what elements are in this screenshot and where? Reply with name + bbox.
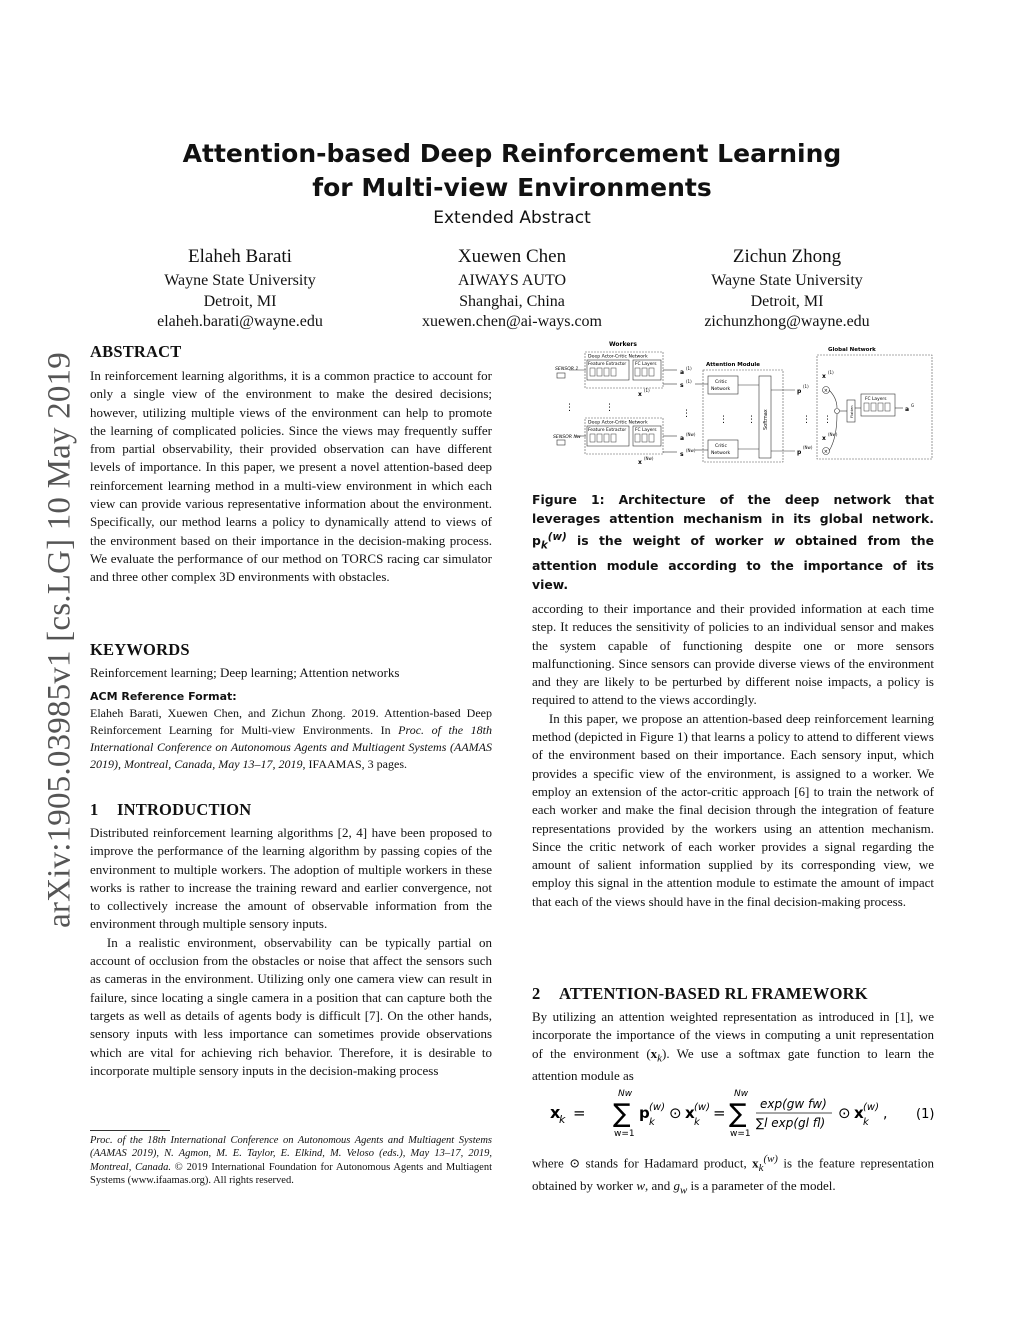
- author-location: Detroit, MI: [750, 292, 824, 310]
- s2-text-a: By utilizing an attention weighted representation as introduced in [1], we incorporate the importance of the views in computing a unit representation of the environment (: [532, 1009, 934, 1061]
- conv-block: [611, 434, 616, 442]
- a-k-n: a: [680, 435, 685, 442]
- attention-label: Attention Module: [706, 362, 761, 368]
- camera-icon: [557, 440, 565, 445]
- global-x-1-sup: (1): [828, 370, 834, 375]
- title-line-1: Attention-based Deep Reinforcement Learning: [182, 139, 842, 168]
- keywords-heading: KEYWORDS: [90, 640, 190, 659]
- global-action: a: [905, 406, 910, 413]
- where-g: g: [673, 1178, 681, 1194]
- section-2-body: [532, 1008, 934, 1086]
- conv-block: [597, 434, 602, 442]
- s2-text-b: ). We use a softmax gate function to learn the attention module as: [532, 1045, 934, 1084]
- acm-label: ACM Reference Format:: [90, 690, 237, 703]
- feature-label-1: Feature Extractor: [588, 362, 627, 367]
- p-k-1: p: [797, 388, 802, 395]
- footnote-normal: © 2019 International Foundation for Autonomous Agents and Multiagent Systems (www.ifaamas.org). All rights reserved.: [90, 1161, 492, 1186]
- eq-lhs: x: [550, 1103, 561, 1122]
- vdots: ⋮: [719, 415, 728, 425]
- s-k-1: s: [680, 382, 684, 389]
- fc-block: [649, 368, 654, 376]
- section-number: 2: [532, 984, 541, 1003]
- where-text-b: is the feature representation obtained by worker: [532, 1155, 934, 1194]
- critic-label-1: Critic: [715, 380, 727, 385]
- conv-block: [590, 434, 595, 442]
- author-email[interactable]: zichunzhong@wayne.edu: [704, 313, 870, 330]
- architecture-figure: [545, 338, 937, 476]
- acm-text-italic: Proc. of the 18th International Conference on Autonomous Agents and Multiagent Systems (AAMAS 2019), Montreal, Canada, May 13–17, 2019: [90, 723, 493, 771]
- author-1: [90, 245, 390, 333]
- where-sub: k: [758, 1161, 764, 1174]
- section-title: INTRODUCTION: [117, 800, 252, 819]
- author-email[interactable]: xuewen.chen@ai-ways.com: [422, 313, 602, 330]
- sensor-1-label: SENSOR 1: [555, 367, 579, 372]
- right-body: [532, 600, 934, 911]
- where-x: x: [752, 1155, 759, 1171]
- footnote-rule: [90, 1130, 170, 1131]
- vdots: ⋮: [605, 403, 614, 413]
- author-affiliation: Wayne State University: [164, 272, 316, 289]
- x-k-n: x: [638, 459, 642, 466]
- vdots: ⋮: [682, 409, 691, 419]
- fc-block: [864, 403, 869, 411]
- author-affiliation: AIWAYS AUTO: [457, 272, 566, 289]
- abstract-heading: ABSTRACT: [90, 342, 182, 361]
- intro-body: [90, 824, 492, 1080]
- conv-block: [604, 434, 609, 442]
- right-paragraph-1: according to their importance and their provided information at each time step. It reduces the sensitivity of policies to an individual sensor and makes the system capable of functioning despite one or more sensors malfunctioning. Since sensors can provide diverse views of the environment and they are likely to be perturbed by different noise impacts, a policy is required to attend to the views accordingly.: [532, 601, 934, 708]
- s-k-1-sup: (1): [686, 379, 692, 384]
- p-k-1-sup: (1): [803, 384, 809, 389]
- caption-part-3: obtained from the attention module according to the importance of its view.: [532, 533, 934, 592]
- caption-sup: (w): [547, 531, 567, 543]
- times-1: ×: [823, 388, 829, 394]
- global-network-label: Global Network: [828, 347, 876, 353]
- fc-label-1: FC Layers: [635, 362, 657, 367]
- equation-1: [548, 1086, 940, 1146]
- author-affiliation: Wayne State University: [711, 272, 863, 289]
- author-2: [362, 245, 662, 333]
- eq-sum-1: ∑: [613, 1099, 631, 1129]
- author-location: Detroit, MI: [203, 292, 277, 310]
- caption-part-2: is the weight of worker: [566, 533, 774, 549]
- dac-label-n: Deep Actor-Critic Network: [588, 420, 648, 426]
- eq-x: x: [685, 1104, 695, 1122]
- global-x-n-sup: (Nw): [828, 432, 838, 437]
- title-line-2: for Multi-view Environments: [312, 173, 712, 202]
- fc-block: [649, 434, 654, 442]
- eq-numerator: exp(gw fw): [760, 1097, 827, 1111]
- footnote: [90, 1134, 492, 1187]
- eq-sum-bottom-2: w=1: [730, 1129, 751, 1139]
- right-paragraph-2: In this paper, we propose an attention-based deep reinforcement learning method (depicted in Figure 1) that learns a policy to attend to different views of the environment based on their importance. Each sensory input, which provides a specific view of the environment, is assigned to a worker. We employ an extension of the actor-critic approach [6] to train the network of each worker and make the final decision through the integration of feature representations provided by the workers using an attention mechanism. Since the critic network of each worker provides a signal regarding the amount of salient information supplied by its corresponding view, we employ this signal in the attention module to estimate the amount of impact that each of the views should have in the final decision-making process.: [532, 710, 934, 909]
- where-gsub: w: [680, 1184, 688, 1197]
- where-w: w: [636, 1178, 646, 1194]
- eq-sum-top: Nw: [618, 1089, 633, 1099]
- p-k-n: p: [797, 449, 802, 456]
- camera-icon: [557, 373, 565, 378]
- where-paragraph: [532, 1150, 934, 1200]
- acm-text: [90, 705, 492, 773]
- fc-block: [642, 368, 647, 376]
- eq-equals-1: =: [573, 1104, 586, 1122]
- intro-heading: [90, 800, 251, 820]
- global-fc-label: FC Layers: [865, 397, 887, 402]
- a-k-n-sup: (Nw): [686, 432, 696, 437]
- softmax-label: Softmax: [763, 409, 769, 430]
- arxiv-id: arXiv:1905.03985v1 [cs.LG] 10 May 2019: [41, 352, 78, 928]
- caption-w: w: [773, 533, 785, 549]
- x-k-n-sup: (Nw): [644, 456, 654, 461]
- global-network-box: [817, 355, 932, 459]
- a-k-1-sup: (1): [686, 366, 692, 371]
- arxiv-stamp: [30, 330, 90, 950]
- eq-lhs-sub: k: [559, 1113, 566, 1126]
- feature-label-n: Feature Extractor: [588, 428, 627, 433]
- eq-sum-2: ∑: [729, 1099, 747, 1129]
- global-action-sup: G: [911, 403, 915, 408]
- where-text-c: , and: [645, 1178, 674, 1194]
- fc-block: [642, 434, 647, 442]
- vdots: ⋮: [823, 415, 832, 425]
- eq-sum-top-2: Nw: [734, 1089, 749, 1099]
- global-x-1: x: [822, 373, 826, 380]
- vdots: ⋮: [565, 403, 574, 413]
- global-x-n: x: [822, 435, 826, 442]
- abstract-text: In reinforcement learning algorithms, it is a common practice to account for only a single view of the environment to make the desired decisions; however, utilizing multiple views of the environment can help to promote the learning of complicated policies. Since the views may frequently suffer from partial observability, their provided observation can have different levels of importance. In this paper, we present a novel attention-based deep reinforcement learning method in a multi-view environment in which each view can provide various representative information about the environment. Specifically, our method learns a policy to dynamically attend to views of the environment based on their importance in the decision-making process. We evaluate the performance of our method on TORCS racing car simulator and three other complex 3D environments with obstacles.: [90, 368, 492, 585]
- x-k-1-sup: (1): [644, 388, 650, 393]
- acm-text-after: , IFAAMAS, 3 pages.: [302, 757, 407, 771]
- critic-label-n: Critic: [715, 444, 727, 449]
- section-title: ATTENTION-BASED RL FRAMEWORK: [559, 984, 868, 1003]
- section-2-heading: [532, 984, 868, 1004]
- author-email[interactable]: elaheh.barati@wayne.edu: [157, 313, 323, 330]
- caption-part-1: Figure 1: Architecture of the deep network that leverages attention mechanism in its global network. p: [532, 492, 934, 549]
- fc-block: [871, 403, 876, 411]
- figure-caption: [532, 490, 934, 594]
- conv-block: [611, 368, 616, 376]
- eq-odot-2: ⊙: [838, 1104, 851, 1122]
- conv-block: [597, 368, 602, 376]
- times-n: ×: [823, 449, 829, 455]
- section-number: 1: [90, 800, 99, 819]
- fc-block: [635, 368, 640, 376]
- author-location: Shanghai, China: [459, 292, 565, 310]
- network-label-1: Network: [711, 387, 731, 392]
- paper-title: [150, 137, 874, 205]
- eq-denominator: ∑l exp(gl fl): [756, 1116, 826, 1130]
- keywords-text: Reinforcement learning; Deep learning; Attention networks: [90, 665, 400, 680]
- a-k-1: a: [680, 369, 685, 376]
- s-k-n-sup: (Nw): [686, 448, 696, 453]
- fc-label-n: FC Layers: [635, 428, 657, 433]
- s-k-n: s: [680, 451, 684, 458]
- eq-x-2-sup: (w): [863, 1102, 879, 1113]
- eq-odot-1: ⊙: [669, 1104, 682, 1122]
- section-2-paragraph: [532, 1008, 934, 1086]
- s2-k: k: [657, 1052, 662, 1065]
- footnote-italic: Proc. of the 18th International Conference on Autonomous Agents and Multiagent Systems (AAMAS 2019), N. Agmon, M. E. Taylor, E. Elkind, M. Veloso (eds.), May 13–17, 2019, Montreal, Canada.: [90, 1135, 492, 1173]
- eq-equals-2: =: [713, 1104, 726, 1122]
- vdots: ⋮: [802, 415, 811, 425]
- flatten-label: Flatten: [850, 405, 854, 418]
- author-name: Elaheh Barati: [188, 246, 292, 267]
- eq-p-sup: (w): [649, 1102, 665, 1113]
- paper-subtitle: Extended Abstract: [433, 208, 591, 228]
- eq-x-2: x: [854, 1104, 864, 1122]
- eq-x-sup: (w): [694, 1102, 710, 1113]
- intro-paragraph-1: Distributed reinforcement learning algorithms [2, 4] have been proposed to improve the performance of the learning algorithm by passing copies of the environment to multiple workers. The adoption of multiple workers in these works is rather to increase the training reward and earlier convergence, not to collectively increase the amount of observable information from the environment through multiple sensory inputs.: [90, 825, 492, 932]
- acm-reference: [90, 690, 492, 773]
- author-3: [637, 245, 937, 333]
- where-text-d: is a parameter of the model.: [687, 1178, 836, 1194]
- sum-node: [835, 409, 840, 414]
- eq-p: p: [639, 1104, 650, 1122]
- where-text-a: where ⊙ stands for Hadamard product,: [532, 1155, 753, 1171]
- eq-x-2-sub: k: [863, 1117, 869, 1128]
- eq-p-sub: k: [649, 1117, 655, 1128]
- x-k-1: x: [638, 391, 642, 398]
- author-name: Zichun Zhong: [732, 246, 842, 267]
- where-sup: (w): [763, 1153, 778, 1165]
- conv-block: [590, 368, 595, 376]
- p-k-n-sup: (Nw): [803, 445, 813, 450]
- eq-x-sub: k: [694, 1117, 700, 1128]
- sensor-n-label: SENSOR Nw: [553, 435, 581, 440]
- author-name: Xuewen Chen: [457, 246, 567, 267]
- network-label-n: Network: [711, 451, 731, 456]
- s2-x: x: [650, 1045, 658, 1061]
- eq-number: (1): [916, 1107, 935, 1122]
- fc-block: [878, 403, 883, 411]
- fc-block: [885, 403, 890, 411]
- vdots: ⋮: [747, 415, 756, 425]
- workers-label: Workers: [609, 341, 637, 348]
- acm-text-before: Elaheh Barati, Xuewen Chen, and Zichun Zhong. 2019. Attention-based Deep Reinforcement Learning for Multi-view Environments. In: [90, 706, 492, 737]
- intro-paragraph-2: In a realistic environment, observability can be typically partial on account of occlusion from the obstacles or noise that affect the sensors such as cameras in the environment. Utilizing only one camera view can result in failure, since locating a single camera in a position that can capture both the targets as well as details of agents body is difficult [7]. On the other hands, sensory inputs with less importance can sometimes provide observations which are vital for achieving rich behavior. Therefore, it is desirable to incorporate multiple sensory inputs in the decision-making process: [90, 934, 492, 1078]
- eq-comma: ,: [883, 1106, 888, 1122]
- eq-sum-bottom: w=1: [614, 1129, 635, 1139]
- fc-block: [635, 434, 640, 442]
- dac-label-1: Deep Actor-Critic Network: [588, 354, 648, 360]
- conv-block: [604, 368, 609, 376]
- abstract-body: [90, 367, 492, 587]
- caption-sub: k: [540, 539, 548, 552]
